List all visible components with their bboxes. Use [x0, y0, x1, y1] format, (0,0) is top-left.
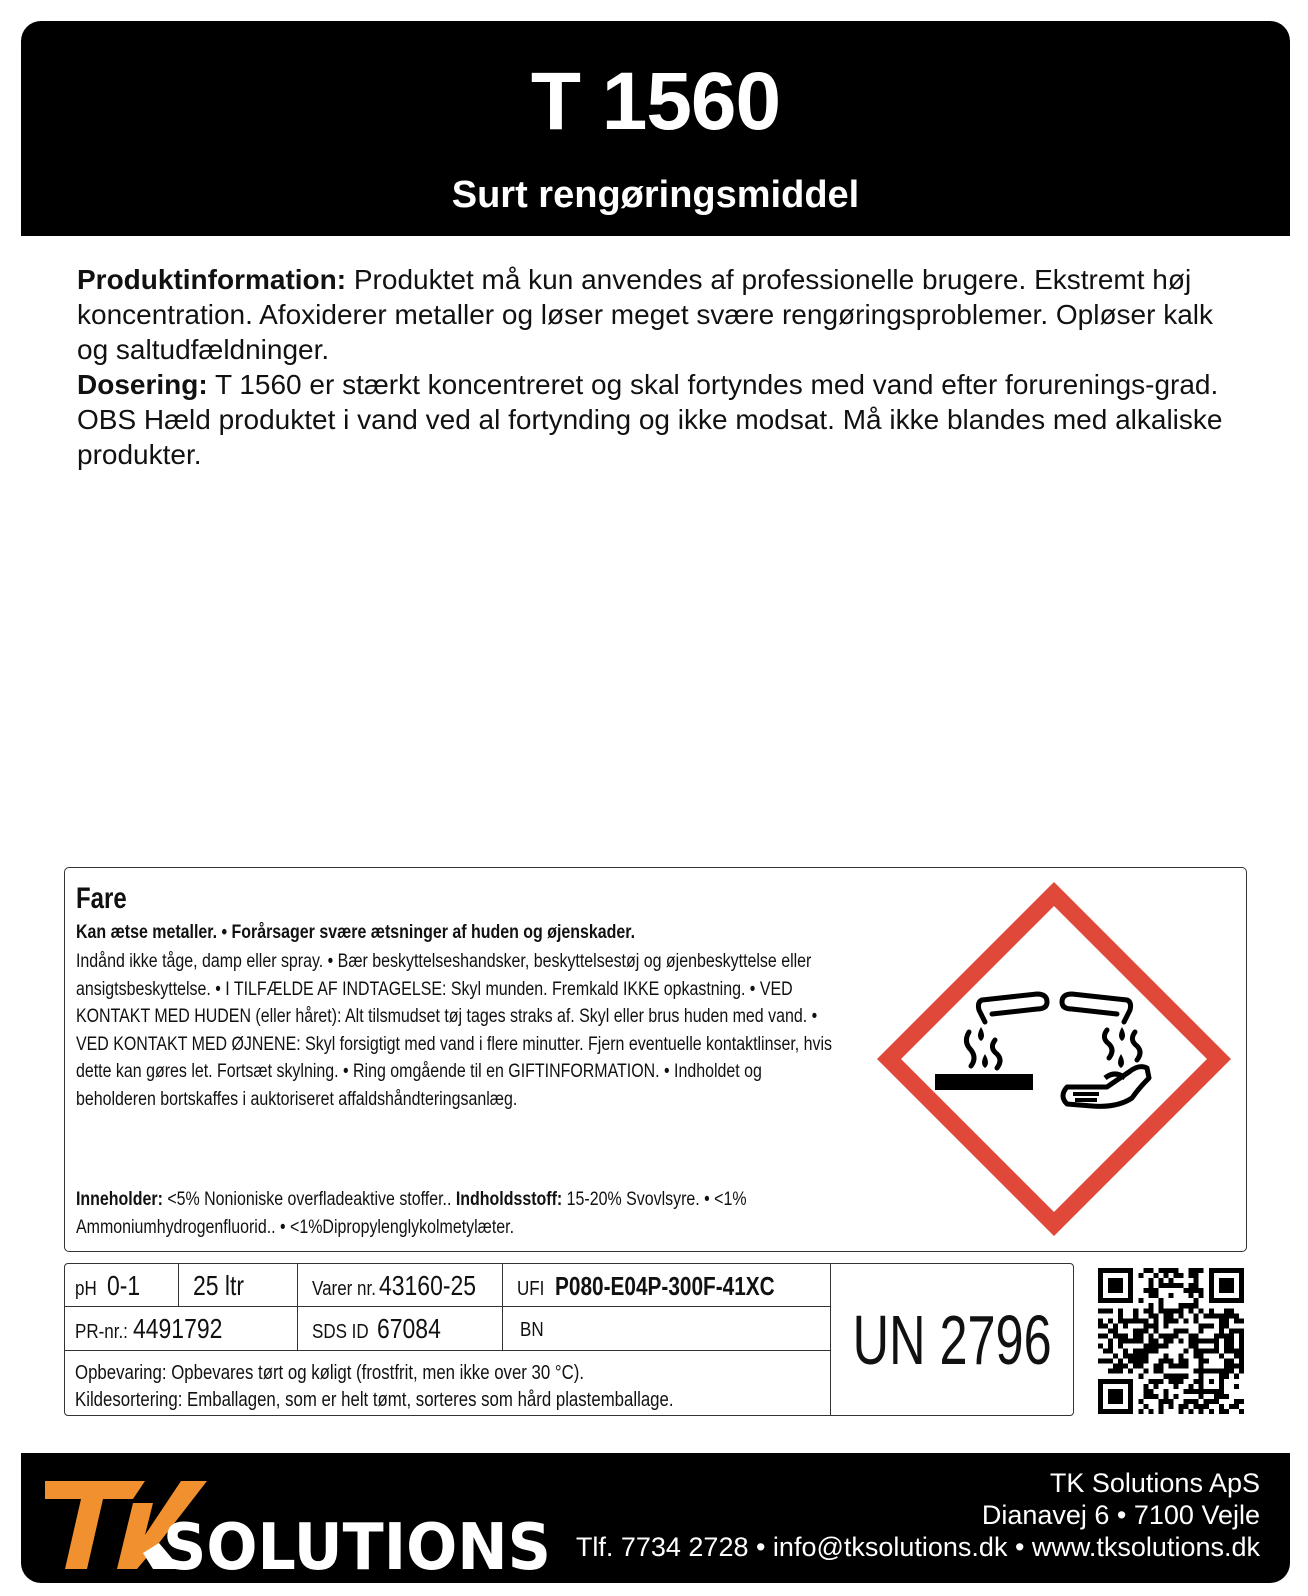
ufi-cell — [517, 1266, 830, 1306]
ingredient-text: 15-20% Svovlsyre. • <1% Ammoniumhydrogenfluorid.. • <1%Dipropylenglykolmetylæter. — [76, 1189, 747, 1238]
tk-solutions-logo[interactable] — [41, 1473, 561, 1583]
product-info-paragraph — [77, 262, 1237, 367]
sds-label: SDS ID — [312, 1321, 369, 1343]
company-name: TK Solutions ApS — [1049, 1468, 1260, 1498]
product-info-label: Produktinformation: — [77, 264, 347, 295]
pr-number-cell — [75, 1308, 242, 1350]
item-number-label: Varer nr. — [312, 1278, 376, 1300]
ufi-label: UFI — [517, 1278, 545, 1300]
divider — [178, 1264, 179, 1306]
ph-cell — [75, 1266, 147, 1306]
product-title: T 1560 — [530, 56, 781, 147]
batch-number-label: BN — [520, 1319, 544, 1341]
footer-banner — [21, 1453, 1290, 1583]
recycling-line: Kildesortering: Emballagen, som er helt tømt, sorteres som hård plastemballage. — [75, 1389, 674, 1411]
dosing-label: Dosering: — [77, 369, 208, 400]
dosing-text: T 1560 er stærkt koncentreret og skal fortyndes med vand efter forurenings-grad. OBS Hæld produktet i vand ved al fortynding og ikke modsat. Må ikke blandes med alkaliske produkter. — [77, 369, 1223, 470]
storage-info — [75, 1360, 831, 1414]
batch-number-cell — [520, 1308, 548, 1350]
dosing-paragraph — [77, 367, 1237, 472]
storage-line: Opbevaring: Opbevares tørt og køligt (frostfrit, men ikke over 30 °C). — [75, 1362, 585, 1384]
hazard-statements: Kan ætse metaller. • Forårsager svære ætsninger af huden og øjenskader. — [76, 922, 636, 943]
sds-value: 67084 — [376, 1313, 441, 1344]
divider — [297, 1264, 298, 1350]
volume-value: 25 ltr — [193, 1270, 245, 1301]
un-number-text: UN 2796 — [852, 1300, 1052, 1379]
corrosion-icon — [877, 882, 1231, 1236]
pr-number-value: 4491792 — [133, 1313, 223, 1344]
contents-statement — [76, 1186, 798, 1242]
divider — [65, 1306, 830, 1307]
divider — [502, 1264, 503, 1350]
ufi-value: P080-E04P-300F-41XC — [555, 1271, 776, 1301]
product-info-table — [64, 1263, 1074, 1416]
company-info — [576, 1467, 1260, 1563]
qr-code[interactable] — [1098, 1268, 1244, 1414]
precautionary-statements: Indånd ikke tåge, damp eller spray. • Bær beskyttelseshandsker, beskyttelsestøj og øjenbeskyttelse eller ansigtsbeskyttelse. • I TILFÆLDE AF INDTAGELSE: Skyl munden. Fremkald IKKE opkastning. • VED KONTAKT MED HUDEN (eller håret): Alt tilsmudset tøj tages straks af. Skyl eller brus huden med vand. • VED KONTAKT MED ØJNENE: Skyl forsigtigt med vand i flere minutter. Fjern eventuelle kontaktlinser, hvis dette kan gøres let. Fortsæt skylning. • Ring omgående til en GIFTINFORMATION. • Indholdet og beholderen bortskaffes i auktoriseret affaldshåndteringsanlæg. — [76, 951, 833, 1110]
hazard-box — [64, 867, 1247, 1252]
company-address: Dianavej 6 • 7100 Vejle — [981, 1500, 1260, 1530]
ph-label: pH — [75, 1278, 97, 1300]
logo-text: SOLUTIONS — [163, 1511, 551, 1583]
product-subtitle: Surt rengøringsmiddel — [451, 174, 860, 216]
company-contact[interactable]: Tlf. 7734 2728 • info@tksolutions.dk • www.tksolutions.dk — [575, 1532, 1260, 1562]
product-description — [77, 262, 1237, 472]
item-number-cell — [312, 1266, 498, 1306]
header-banner — [21, 21, 1290, 236]
contains-label: Inneholder: — [76, 1189, 163, 1210]
ph-value: 0-1 — [106, 1270, 140, 1301]
sds-cell — [312, 1308, 455, 1350]
un-number — [831, 1264, 1073, 1415]
pr-number-label: PR-nr.: — [75, 1321, 128, 1343]
volume-cell — [193, 1266, 255, 1306]
divider — [65, 1350, 830, 1351]
item-number-value: 43160-25 — [379, 1270, 477, 1301]
product-info-text: Produktet må kun anvendes af professionelle brugere. Ekstremt høj koncentration. Afoxiderer metaller og løser meget svære rengøringsproblemer. Opløser kalk og saltudfældninger. — [77, 264, 1214, 365]
signal-word: Fare — [76, 882, 127, 915]
contains-text: <5% Nonioniske overfladeaktive stoffer.. — [162, 1189, 456, 1210]
ingredient-label: Indholdsstoff: — [455, 1189, 563, 1210]
